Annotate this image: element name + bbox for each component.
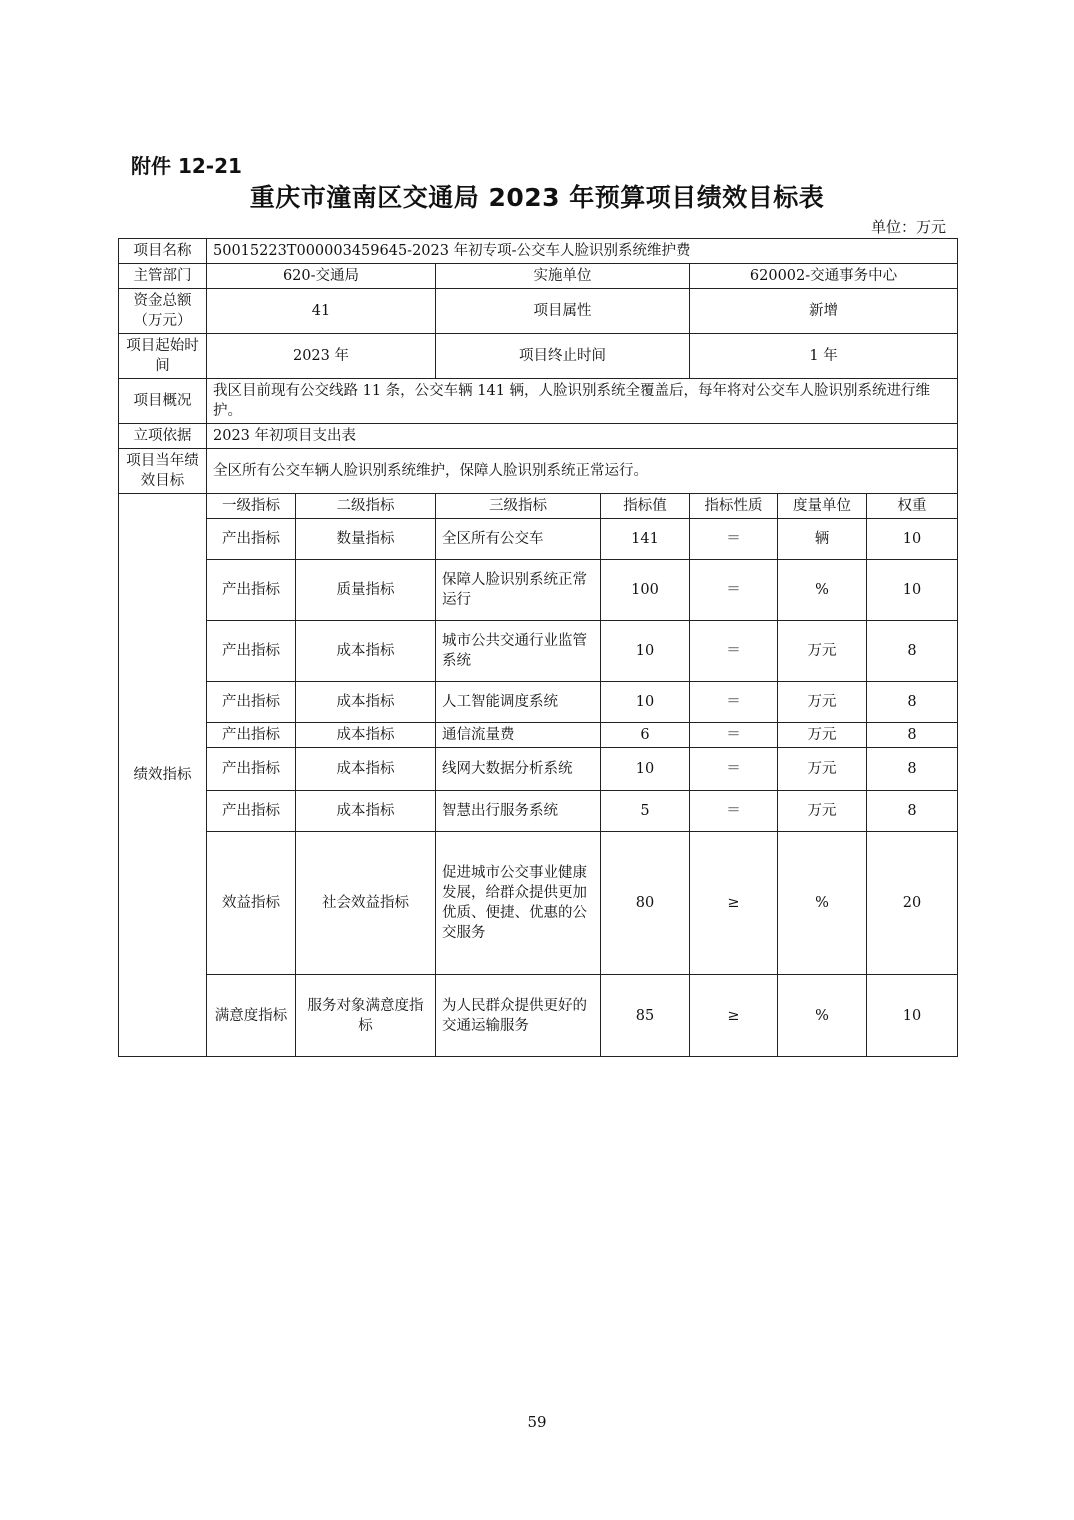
perf-cell: 成本指标 [296, 723, 436, 748]
perf-cell: 10 [601, 682, 690, 723]
perf-cell: ＝ [690, 682, 778, 723]
attachment-label: 附件 12-21 [131, 154, 242, 178]
performance-table [118, 238, 958, 1057]
perf-cell: 100 [601, 560, 690, 621]
perf-header-cell: 指标值 [601, 494, 690, 519]
end-label: 项目终止时间 [436, 334, 690, 379]
perf-cell: ＝ [690, 621, 778, 682]
page-number: 59 [527, 1413, 547, 1431]
perf-cell: 产出指标 [207, 723, 296, 748]
fund-label: 资金总额（万元） [119, 289, 207, 334]
table-row [119, 832, 958, 975]
table-row [119, 723, 958, 748]
perf-cell: 8 [867, 791, 958, 832]
fund-value: 41 [207, 289, 436, 334]
perf-cell: 万元 [778, 723, 867, 748]
start-label: 项目起始时间 [119, 334, 207, 379]
table-row [119, 791, 958, 832]
perf-cell: 产出指标 [207, 748, 296, 791]
perf-header-cell: 度量单位 [778, 494, 867, 519]
project-name-value: 50015223T000003459645-2023 年初专项-公交车人脸识别系统维护费 [207, 239, 958, 264]
perf-cell: ＝ [690, 791, 778, 832]
perf-cell: 20 [867, 832, 958, 975]
perf-cell: 8 [867, 621, 958, 682]
perf-cell: ≥ [690, 832, 778, 975]
perf-cell: 80 [601, 832, 690, 975]
perf-cell: 线网大数据分析系统 [436, 748, 601, 791]
goal-label: 项目当年绩效目标 [119, 449, 207, 494]
basis-label: 立项依据 [119, 424, 207, 449]
perf-cell: 6 [601, 723, 690, 748]
end-value: 1 年 [690, 334, 958, 379]
impl-value: 620002-交通事务中心 [690, 264, 958, 289]
perf-cell: 产出指标 [207, 621, 296, 682]
dept-label: 主管部门 [119, 264, 207, 289]
perf-cell: 5 [601, 791, 690, 832]
perf-cell: 智慧出行服务系统 [436, 791, 601, 832]
perf-cell: 通信流量费 [436, 723, 601, 748]
perf-cell: % [778, 560, 867, 621]
perf-cell: 人工智能调度系统 [436, 682, 601, 723]
perf-cell: 万元 [778, 748, 867, 791]
perf-cell: 质量指标 [296, 560, 436, 621]
dept-value: 620-交通局 [207, 264, 436, 289]
perf-cell: 万元 [778, 682, 867, 723]
perf-cell: 全区所有公交车 [436, 519, 601, 560]
perf-header-cell: 三级指标 [436, 494, 601, 519]
perf-cell: ＝ [690, 748, 778, 791]
table-row [119, 682, 958, 723]
perf-cell: % [778, 832, 867, 975]
perf-cell: 10 [601, 621, 690, 682]
perf-cell: 为人民群众提供更好的交通运输服务 [436, 975, 601, 1057]
perf-cell: 10 [867, 519, 958, 560]
table-row [119, 621, 958, 682]
perf-cell: 数量指标 [296, 519, 436, 560]
perf-cell: 10 [867, 560, 958, 621]
perf-cell: 万元 [778, 791, 867, 832]
perf-cell: 满意度指标 [207, 975, 296, 1057]
perf-label: 绩效指标 [119, 494, 207, 1057]
perf-cell: % [778, 975, 867, 1057]
perf-cell: 促进城市公交事业健康发展，给群众提供更加优质、便捷、优惠的公交服务 [436, 832, 601, 975]
overview-value: 我区目前现有公交线路 11 条，公交车辆 141 辆，人脸识别系统全覆盖后，每年将对公交车人脸识别系统进行维护。 [207, 379, 958, 424]
table-row [119, 560, 958, 621]
perf-cell: ＝ [690, 519, 778, 560]
perf-cell: ＝ [690, 560, 778, 621]
page-title: 重庆市潼南区交通局 2023 年预算项目绩效目标表 [249, 183, 825, 212]
attr-value: 新增 [690, 289, 958, 334]
perf-cell: 10 [601, 748, 690, 791]
perf-cell: 成本指标 [296, 621, 436, 682]
table-row [119, 748, 958, 791]
perf-cell: 8 [867, 682, 958, 723]
perf-cell: 产出指标 [207, 682, 296, 723]
perf-cell: 141 [601, 519, 690, 560]
table-row [119, 975, 958, 1057]
unit-label: 单位：万元 [870, 218, 946, 236]
goal-value: 全区所有公交车辆人脸识别系统维护，保障人脸识别系统正常运行。 [207, 449, 958, 494]
perf-header-cell: 二级指标 [296, 494, 436, 519]
overview-label: 项目概况 [119, 379, 207, 424]
perf-cell: 10 [867, 975, 958, 1057]
perf-cell: 效益指标 [207, 832, 296, 975]
basis-value: 2023 年初项目支出表 [207, 424, 958, 449]
perf-cell: 8 [867, 723, 958, 748]
perf-cell: 产出指标 [207, 791, 296, 832]
perf-cell: ＝ [690, 723, 778, 748]
perf-cell: 城市公共交通行业监管系统 [436, 621, 601, 682]
perf-cell: 服务对象满意度指标 [296, 975, 436, 1057]
perf-cell: 85 [601, 975, 690, 1057]
table-row [119, 519, 958, 560]
perf-cell: 社会效益指标 [296, 832, 436, 975]
perf-header-cell: 权重 [867, 494, 958, 519]
perf-cell: 万元 [778, 621, 867, 682]
start-value: 2023 年 [207, 334, 436, 379]
perf-header-cell: 一级指标 [207, 494, 296, 519]
attr-label: 项目属性 [436, 289, 690, 334]
project-name-label: 项目名称 [119, 239, 207, 264]
perf-cell: ≥ [690, 975, 778, 1057]
perf-cell: 成本指标 [296, 791, 436, 832]
perf-header-cell: 指标性质 [690, 494, 778, 519]
perf-cell: 产出指标 [207, 519, 296, 560]
perf-cell: 产出指标 [207, 560, 296, 621]
perf-cell: 成本指标 [296, 682, 436, 723]
impl-label: 实施单位 [436, 264, 690, 289]
perf-cell: 成本指标 [296, 748, 436, 791]
perf-cell: 辆 [778, 519, 867, 560]
perf-cell: 保障人脸识别系统正常运行 [436, 560, 601, 621]
perf-cell: 8 [867, 748, 958, 791]
